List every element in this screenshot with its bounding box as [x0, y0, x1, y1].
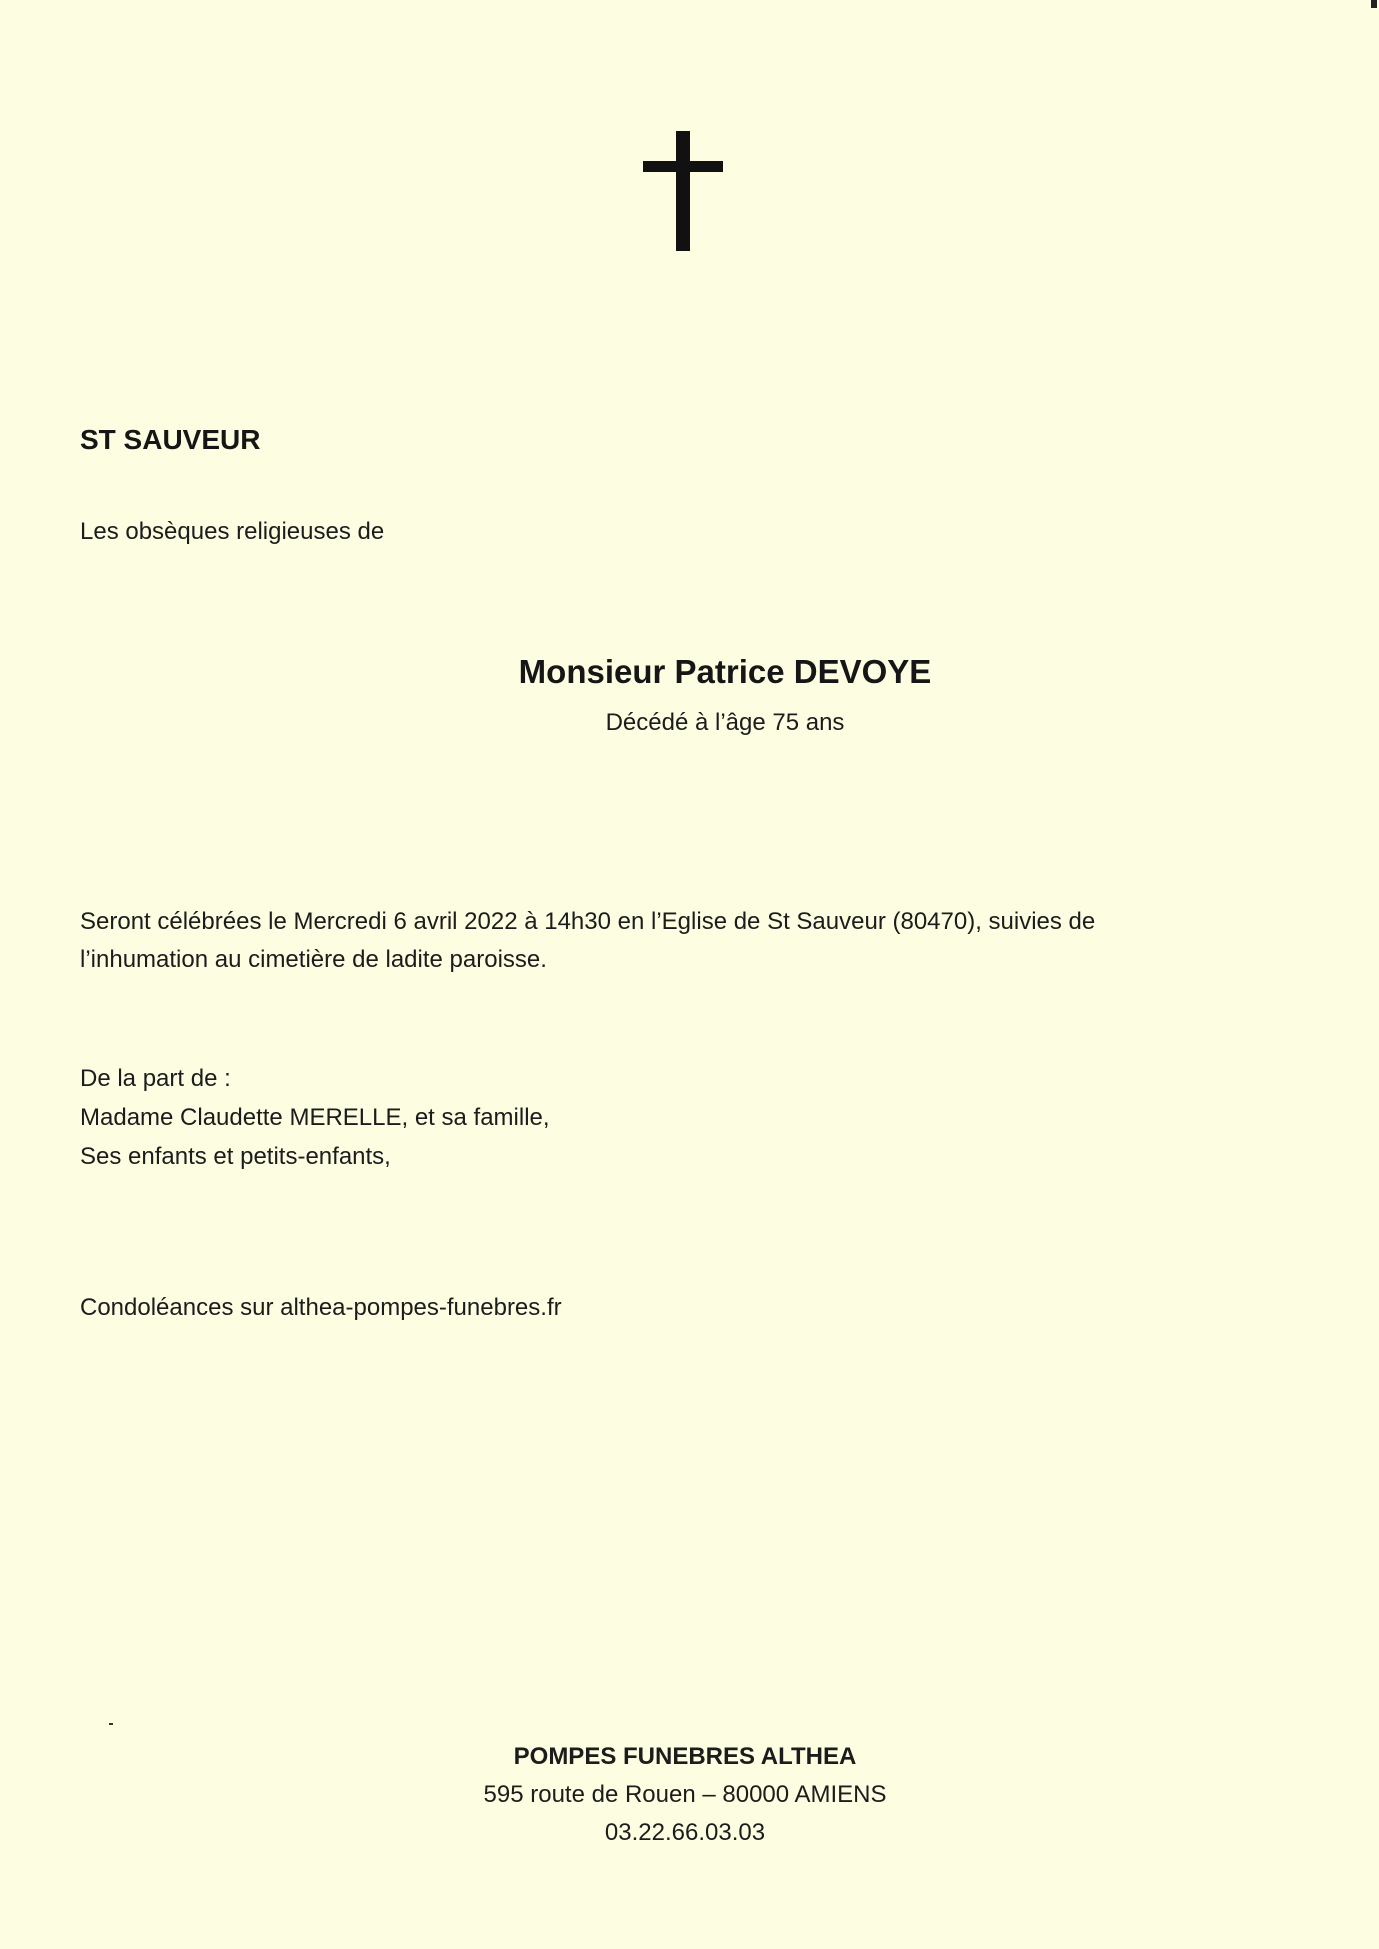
intro-text: Les obsèques religieuses de	[80, 518, 385, 545]
ceremony-line-2: l’inhumation au cimetière de ladite paroisse.	[80, 946, 547, 973]
cross-horizontal-bar	[643, 161, 723, 172]
scan-speck	[109, 1723, 113, 1725]
company-address: 595 route de Rouen – 80000 AMIENS	[483, 1781, 887, 1808]
scan-speck	[1371, 0, 1377, 8]
family-line-1: Madame Claudette MERELLE, et sa famille,	[80, 1104, 550, 1131]
location-heading: ST SAUVEUR	[80, 424, 261, 455]
deceased-age: Décédé à l’âge 75 ans	[605, 709, 845, 736]
ceremony-details	[80, 903, 1095, 979]
cross-vertical-bar	[676, 131, 690, 251]
condolences-text: Condoléances sur althea-pompes-funebres.fr	[80, 1294, 562, 1321]
company-phone: 03.22.66.03.03	[604, 1819, 766, 1846]
family-header: De la part de :	[80, 1065, 231, 1092]
funeral-home-footer	[0, 1738, 1370, 1852]
family-block	[80, 1059, 550, 1176]
deceased-name: Monsieur Patrice DEVOYE	[518, 653, 932, 690]
family-line-2: Ses enfants et petits-enfants,	[80, 1143, 391, 1170]
latin-cross-icon	[643, 131, 723, 251]
ceremony-line-1: Seront célébrées le Mercredi 6 avril 2022 à 14h30 en l’Eglise de St Sauveur (80470), suivies de	[80, 908, 1096, 935]
company-name: POMPES FUNEBRES ALTHEA	[513, 1743, 857, 1770]
